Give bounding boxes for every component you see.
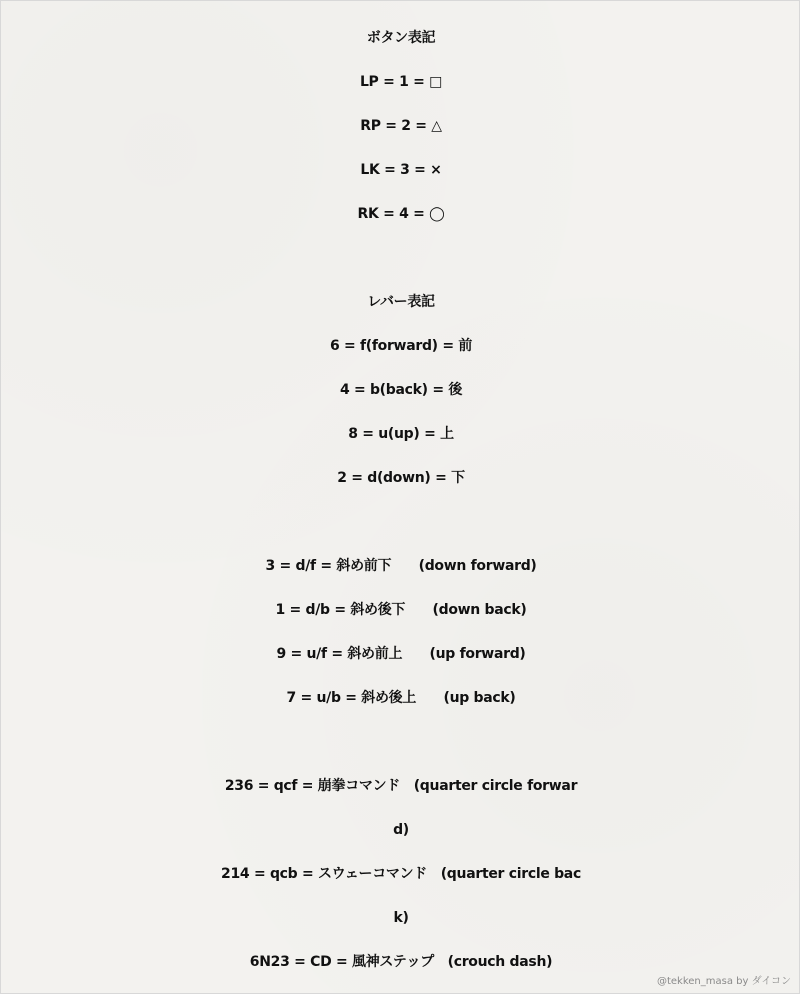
lever-notation-line: 2 = d(down) = 下 — [337, 470, 465, 486]
lever-notation-line: 4 = b(back) = 後 — [339, 382, 463, 398]
section-spacer — [1, 720, 800, 764]
section-spacer — [1, 236, 800, 280]
lever-notation-line: 8 = u(up) = 上 — [348, 426, 454, 442]
button-notation-line: RP = 2 = △ — [360, 118, 442, 134]
diagonal-notation-line: 3 = d/f = 斜め前下 (down forward) — [265, 558, 537, 574]
lever-notation-title: レバー表記 — [367, 294, 435, 310]
button-notation-line: RK = 4 = ◯ — [357, 206, 445, 222]
diagonal-notation-line: 9 = u/f = 斜め前上 (up forward) — [276, 646, 526, 662]
command-notation-line: 6N23 = CD = 風神ステップ (crouch dash) — [249, 954, 553, 970]
button-notation-line: LK = 3 = × — [360, 162, 442, 178]
notation-content — [1, 16, 800, 984]
diagonal-notation-line: 7 = u/b = 斜め後上 (up back) — [286, 690, 516, 706]
button-notation-title: ボタン表記 — [366, 30, 436, 46]
command-notation-line: k) — [393, 910, 409, 926]
command-notation-line: 236 = qcf = 崩拳コマンド (quarter circle forwar — [224, 778, 578, 794]
button-notation-line: LP = 1 = □ — [359, 74, 443, 90]
author-credit: @tekken_masa by ダイコン — [656, 976, 791, 987]
command-notation-line: 214 = qcb = スウェーコマンド (quarter circle bac — [221, 866, 581, 882]
diagonal-notation-line: 1 = d/b = 斜め後下 (down back) — [275, 602, 527, 618]
command-notation-line: d) — [393, 822, 409, 838]
lever-notation-line: 6 = f(forward) = 前 — [329, 338, 473, 354]
section-spacer — [1, 500, 800, 544]
